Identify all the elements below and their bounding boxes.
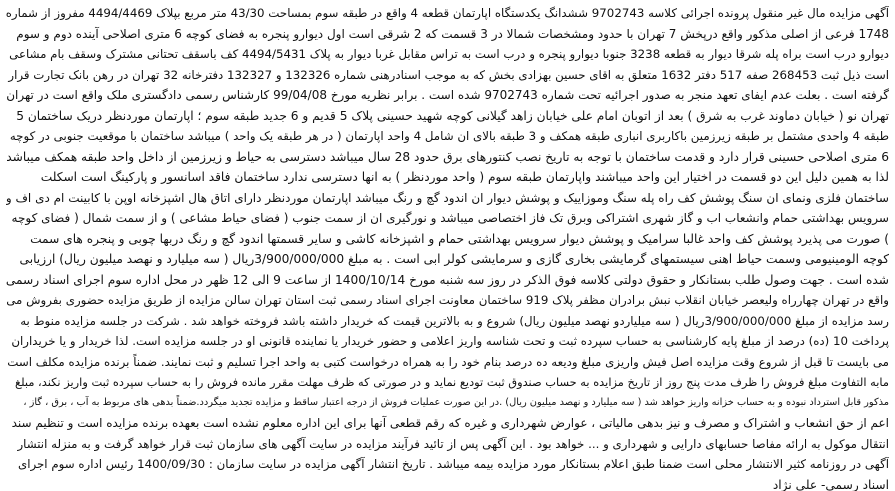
notice-line: کوچه الومینیومی وسمت حیاط اهنی سیستمهای گرمایشی بخاری گازی و سرمایشی کولر ابی است . به مبلغ 3/900/000/000ریال ( سه میلیارد و نهصد میلیون ریال) ارزیابی bbox=[19, 252, 889, 266]
notice-line: 1748 فرعی از اصلی مذکور واقع درپخش 7 تهران با حدود ومشخصات شمالا در 3 قسمت که 2 شرقی است اول دیوارو پنجره به فضای کوچه 6 متری اصلاحی آینده دوم و سوم bbox=[16, 26, 889, 41]
notice-line: مابه التفاوت مبلغ فروش را ظرف مدت پنج روز از تاریخ مزایده به حساب صندوق ثبت تودیع نماید و در صورتی که ظرف مهلت مقرر مانده فروش را به حساب سپرده ثبت واریز نکند، مبلغ bbox=[15, 375, 889, 389]
notice-line: پرداخت 10 (ده) درصد از مبلغ پایه کارشناسی به حساب سپرده ثبت و تحت شناسه واریز اعلامی و حضور خریدار یا نماینده قانونی او در جلسه مزایده است. لذا خریدار و یا خریداران bbox=[11, 334, 889, 348]
notice-line: 6 متری اصلاحی حسینی قرار دارد و قدمت ساختمان با توجه به تاریخ نصب کنتورهای برق حدود 28 سال میباشد دسترسی به حیاط و زیرزمین از داخل واحد طبقه همکف میباشد bbox=[6, 149, 889, 164]
notice-line: رسد مزایده از مبلغ 3/900/000/000ریال ( سه میلیاردو نهصد میلیون ریال) شروع و به بالاترین قیمت که خریدار داشته باشد فروخته خواهد شد . شرکت در جلسه مزایده منوط به bbox=[20, 313, 889, 328]
notice-line: گرفته است . بعلت عدم ایفای تعهد منجر به صدور اجرائیه تحت شماره 9702743 شده است . برابر نظریه مورخ 99/04/08 کارشناس رسمی دادگستری ملک واقع است در تهران bbox=[6, 88, 889, 102]
notice-line: انتقال موکول به ارائه مفاصا حسابهای دارایی و شهرداری و ... خواهد بود . این آگهی پس از تائید فرآیند مزایده در سایت آگهی های سازمان ثبت قرار خواهد گرفت و به منزله انتشار bbox=[17, 436, 889, 451]
notice-line: واقع در تهران چهارراه ولیعصر خیابان انقلاب نبش برادران مظفر پلاک 919 ساختمان معاونت اجرای اسناد رسمی ثبت استان تهران سالن مزایده از طریق مزایده حضوری بفروش می bbox=[6, 293, 889, 307]
notice-line: ) صورت می پذیرد پوشش کف واحد غالبا سرامیک و پوشش دیوار سرویس بهداشتی حمام و اشپزخانه کاشی و سایر قسمتها اندود گچ و رنگ دربها چوبی و پنجره های سمت bbox=[30, 231, 889, 246]
notice-line: لذا به همین دلیل این دو قسمت در اختیار این واحد میباشند واپارتمان طبقه سوم ( واحد موردنظر ) به انها دسترسی ندارد ساختمان فاقد اسانسور و پارکینگ است اسکلت bbox=[40, 170, 889, 184]
notice-line: تهران نو ( خیابان دماوند غرب به شرق ) بعد از اتوبان امام علی خیابان زاهد گیلانی کوچه شهید حسینی پلاک 5 قدیم و 6 جدید طبقه سوم ؛ اپارتمان موردنظر دریک ساختمان 5 bbox=[16, 108, 889, 123]
notice-line: اسناد رسمی- علی نژاد bbox=[772, 477, 889, 491]
notice-line: مذکور قابل استرداد نبوده و به حساب خزانه واریز خواهد شد ( سه میلیارد و نهصد میلیون ریال) .در این صورت عملیات فروش از درجه اعتبار ساقط و مزایده تجدید میگردد.ضمناً بدهی های مربوط به آب ، برق ، گاز ، bbox=[23, 396, 889, 408]
notice-line: دیوارو درب است براه پله شرقا دیوار به قطعه 3238 جنوبا دیوارو پنجره و درب است به تراس مقابل غربا دیوار به پلاک 4494/5431 کف باسقف تحتانی مشترک وسقف بام مشاعی bbox=[9, 47, 889, 61]
notice-line: می بایست تا قبل از شروع وقت مزایده اصل فیش واریزی مبلغ ودیعه ده درصد بنام خود را به همراه درخواست کتبی به واحد اجرا تسلیم و ثبت نمایند. ضمناً برنده مزایده مکلف است bbox=[7, 354, 889, 369]
notice-line: شده است . جهت وصول طلب بستانکار و حقوق دولتی کلاسه فوق الذکر در روز سه شنبه مورخ 1400/10/14 از ساعت 9 الی 12 ظهر در محل اداره سوم اجرای اسناد رسمی bbox=[6, 272, 889, 287]
notice-line: آگهی مزایده مال غیر منقول پرونده اجرائی کلاسه 9702743 ششدانگ یکدستگاه اپارتمان قطعه 4 واقع در طبقه سوم بمساحت 43/30 متر مربع بپلاک 4494/4469 مفروز از شماره bbox=[6, 6, 889, 20]
notice-line: آگهی در روزنامه کثیر الانتشار محلی است ضمنا طبق اعلام بستانکار مورد مزایده بیمه میباشد . تاریخ انتشار آگهی مزایده در سایت سازمان : 1400/09/30 رئیس اداره سوم اجرای bbox=[17, 457, 889, 471]
notice-line: اعم از حق انشعاب و اشتراک و مصرف و نیز بدهی مالیاتی ، عوارض شهرداری و غیره که رقم قطعی آنها برای این اداره معلوم نشده است بعهده برنده مزایده است و تنظیم سند bbox=[11, 416, 889, 430]
notice-line: است ذیل ثبت 268453 صفه 517 دفتر 1632 متعلق به اقای حسین بهزادی بخش که به موجب اسنادرهنی شماره 132326 و 132327 دفترخانه 32 تهران در رهن بانک تجارت قرار bbox=[8, 67, 889, 82]
notice-line: ساختمان فلزی ونمای ان سنگ پوشش کف راه پله سنگ وموزاییک و پوشش دیوار ان اندود گچ و رنگ میباشد اپارتمان موردنظر دارای اتاق هال اشپزخانه اوپن با کابینت ام دی اف و bbox=[6, 190, 889, 205]
notice-line: طبقه 4 واحدی مشتمل بر طبقه زیرزمین باکاربری انباری طبقه همکف و 3 طبقه بالای ان شامل 4 واحد اپارتمان ( در هر طبقه یک واحد ) میباشد ساختمان با موقعیت جنوبی در کوچه bbox=[9, 129, 889, 143]
notice-line: سرویس بهداشتی حمام وانشعاب اب و گاز شهری اشتراکی وبرق تک فاز اختصاصی میباشد و نورگیری ان از سمت جنوب ( فضای حیاط مشاعی ) و از سمت شمال ( فضای کوچه bbox=[11, 211, 889, 225]
